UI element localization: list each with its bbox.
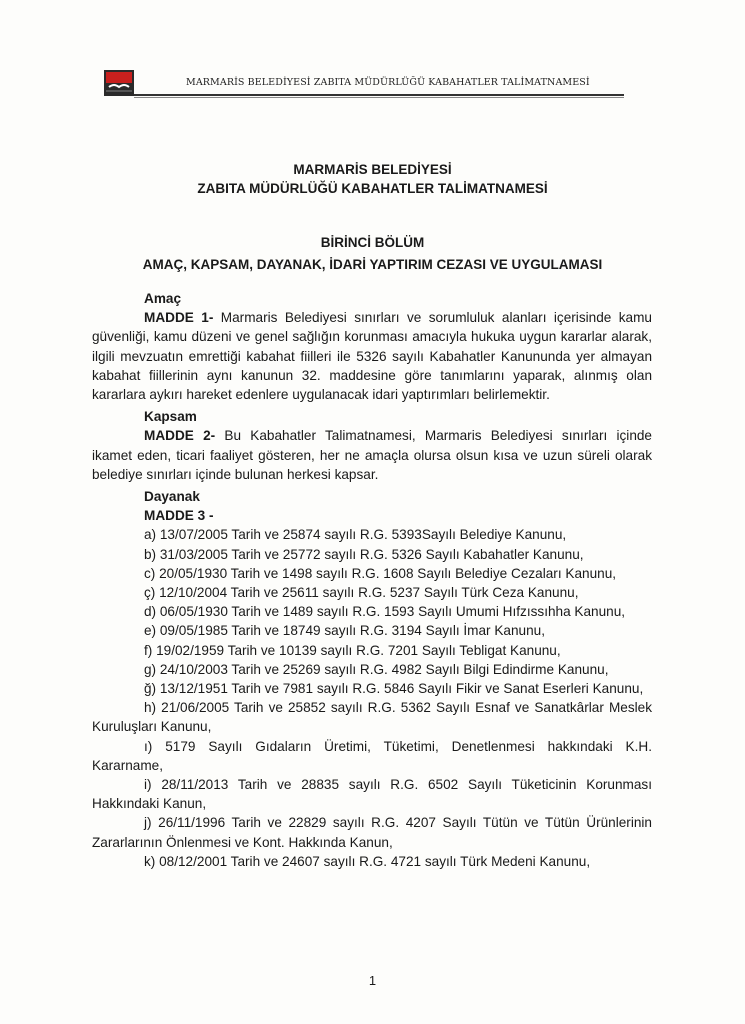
dayanak-item: j) 26/11/1996 Tarih ve 22829 sayılı R.G. 4207 Sayılı Tütün ve Tütün Ürünlerinin Zararlarının Önlenmesi ve Kont. Hakkında Kanun, [92,815,652,850]
madde-2-text: Bu Kabahatler Talimatnamesi, Marmaris Belediyesi sınırları içinde ikamet eden, ticari faaliyet gösteren, her ne amaçla olursa olsun kısa ve uzun süreli olarak belediye sınırları içinde bulunan herkesi kapsar. [92,428,652,482]
doc-title-line2: ZABITA MÜDÜRLÜĞÜ KABAHATLER TALİMATNAMESİ [197,181,548,196]
dayanak-item: c) 20/05/1930 Tarih ve 1498 sayılı R.G. 1608 Sayılı Belediye Cezaları Kanunu, [144,565,617,581]
dayanak-item: ç) 12/10/2004 Tarih ve 25611 sayılı R.G. 5237 Sayılı Türk Ceza Kanunu, [144,585,579,601]
section-name: BİRİNCİ BÖLÜM [320,235,425,250]
dayanak-heading: Dayanak [144,489,200,505]
section-subtitle: AMAÇ, KAPSAM, DAYANAK, İDARİ YAPTIRIM CEZASI VE UYGULAMASI [142,257,603,272]
madde-2 [92,426,652,484]
kapsam-heading: Kapsam [144,409,197,425]
madde-1-text: Marmaris Belediyesi sınırları ve sorumluluk alanları içerisinde kamu güvenliği, kamu düzeni ve genel sağlığın korunması amacıyla hukuka uygun kararlar alarak, ilgili mevzuatın emrettiği kabahat fiilleri ile 5326 sayılı Kabahatler Kanununda yer almayan kabahat fiillerinin aynı kanunun 32. maddesine göre tanımlarını yaparak, alınmış olan kararlara aykırı hareket edenlere uygulanacak idari yaptırımları belirlemektir. [92,310,652,403]
document-body [92,289,652,871]
madde-1 [92,308,652,404]
dayanak-item: k) 08/12/2001 Tarih ve 24607 sayılı R.G. 4721 sayılı Türk Medeni Kanunu, [144,853,591,869]
madde-2-label: MADDE 2- [144,428,216,444]
header-divider [134,94,624,96]
dayanak-item: d) 06/05/1930 Tarih ve 1489 sayılı R.G. 1593 Sayılı Umumi Hıfzıssıhha Kanunu, [144,604,626,620]
doc-title-line1: MARMARİS BELEDİYESİ [293,162,452,177]
municipality-logo-icon [104,70,134,96]
dayanak-item: a) 13/07/2005 Tarih ve 25874 sayılı R.G. 5393Sayılı Belediye Kanunu, [144,527,567,543]
dayanak-item: ğ) 13/12/1951 Tarih ve 7981 sayılı R.G. 5846 Sayılı Fikir ve Sanat Eserleri Kanunu, [144,681,644,697]
amac-heading: Amaç [144,291,182,306]
madde-3-label: MADDE 3 - [144,508,214,524]
dayanak-item: e) 09/05/1985 Tarih ve 18749 sayılı R.G. 3194 Sayılı İmar Kanunu, [144,623,546,639]
dayanak-item: g) 24/10/2003 Tarih ve 25269 sayılı R.G. 4982 Sayılı Bilgi Edindirme Kanunu, [144,661,609,677]
header-divider-thin [134,97,624,98]
madde-1-label: MADDE 1- [144,310,214,326]
dayanak-item: ı) 5179 Sayılı Gıdaların Üretimi, Tüketimi, Denetlenmesi hakkındaki K.H. Kararname, [92,738,652,773]
header-title: MARMARİS BELEDİYESİ ZABITA MÜDÜRLÜĞÜ KABAHATLER TALİMATNAMESİ [186,77,590,88]
dayanak-item: b) 31/03/2005 Tarih ve 25772 sayılı R.G. 5326 Sayılı Kabahatler Kanunu, [144,546,584,562]
dayanak-item: h) 21/06/2005 Tarih ve 25852 sayılı R.G. 5362 Sayılı Esnaf ve Sanatkârlar Meslek Kuruluşları Kanunu, [92,700,652,735]
dayanak-item: f) 19/02/1959 Tarih ve 10139 sayılı R.G. 7201 Sayılı Tebligat Kanunu, [144,642,561,658]
page-header [104,70,624,102]
dayanak-item: i) 28/11/2013 Tarih ve 28835 sayılı R.G. 6502 Sayılı Tüketicinin Korunması Hakkındaki Kanun, [92,777,652,812]
page-number: 1 [368,973,377,988]
